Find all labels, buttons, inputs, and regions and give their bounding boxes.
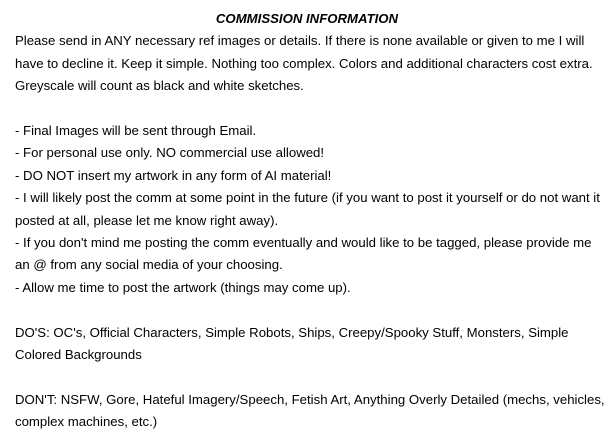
rule-item: - Allow me time to post the artwork (things may come up). xyxy=(15,279,351,295)
spacer xyxy=(15,299,614,321)
rule-item: - For personal use only. NO commercial use allowed! xyxy=(15,145,325,161)
intro-paragraph: Please send in ANY necessary ref images or details. If there is none available or given to me I will have to decline it. Keep it simple. Nothing too complex. Colors and additional characters cost extra. Greyscale will count as black and white sketches. xyxy=(15,33,593,94)
rule-item: - If you don't mind me posting the comm eventually and would like to be tagged, please provide me an @ from any social media of your choosing. xyxy=(15,235,592,273)
spacer xyxy=(15,366,614,388)
dos-paragraph: DO'S: OC's, Official Characters, Simple Robots, Ships, Creepy/Spooky Stuff, Monsters, Simple Colored Backgrounds xyxy=(15,324,569,363)
donts-paragraph: DON'T: NSFW, Gore, Hateful Imagery/Speech, Fetish Art, Anything Overly Detailed (mechs, vehicles, complex machines, etc.) xyxy=(15,391,605,430)
document-title: COMMISSION INFORMATION xyxy=(215,11,399,26)
spacer xyxy=(15,98,614,120)
rule-item: - DO NOT insert my artwork in any form of AI material! xyxy=(15,167,332,183)
rules-list xyxy=(15,120,605,299)
rule-item: - Final Images will be sent through Email. xyxy=(15,123,257,139)
rule-item: - I will likely post the comm at some point in the future (if you want to post it yourself or do not want it posted at all, please let me know right away). xyxy=(15,190,600,228)
